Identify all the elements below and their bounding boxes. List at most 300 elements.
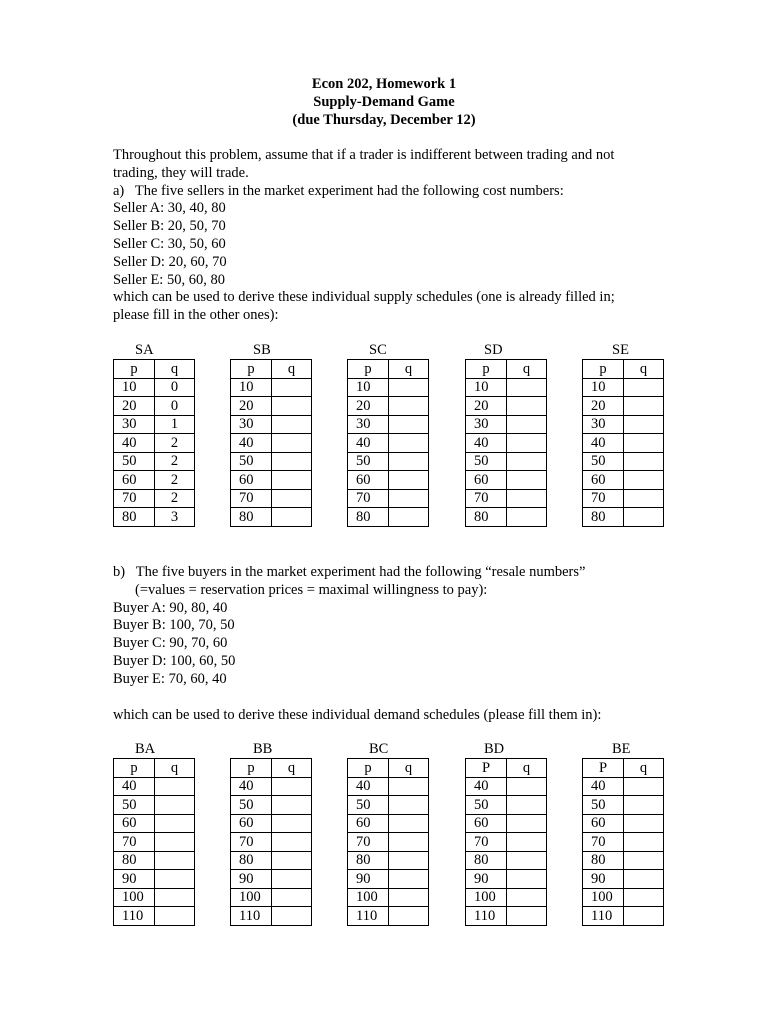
quantity-cell[interactable]	[389, 508, 429, 527]
table-caption: BC	[369, 741, 389, 757]
quantity-cell[interactable]	[389, 397, 429, 416]
quantity-header: q	[155, 759, 195, 778]
table-caption: SE	[612, 342, 629, 358]
quantity-cell[interactable]	[389, 489, 429, 508]
price-cell: 20	[114, 397, 155, 416]
quantity-cell[interactable]	[507, 870, 547, 889]
quantity-cell[interactable]	[272, 814, 312, 833]
quantity-cell[interactable]	[624, 870, 664, 889]
price-cell: 110	[114, 907, 155, 926]
title-line-2: Supply-Demand Game	[313, 94, 455, 110]
price-header: p	[348, 759, 389, 778]
seller-line: Seller B: 20, 50, 70	[113, 218, 226, 235]
price-cell: 40	[583, 777, 624, 796]
quantity-cell[interactable]	[272, 851, 312, 870]
price-cell: 40	[231, 434, 272, 453]
table-row	[466, 434, 547, 453]
table-row	[466, 907, 547, 926]
title-line-1: Econ 202, Homework 1	[311, 76, 457, 92]
quantity-cell: 0	[155, 397, 195, 416]
table-row	[231, 397, 312, 416]
supply-table	[230, 359, 312, 527]
quantity-cell[interactable]	[389, 870, 429, 889]
price-cell: 60	[348, 471, 389, 490]
quantity-cell[interactable]	[389, 888, 429, 907]
quantity-cell[interactable]	[155, 777, 195, 796]
price-cell: 10	[466, 378, 507, 397]
quantity-cell[interactable]	[507, 471, 547, 490]
price-cell: 70	[114, 489, 155, 508]
price-cell: 30	[348, 415, 389, 434]
buyer-line: Buyer E: 70, 60, 40	[113, 670, 227, 687]
quantity-cell[interactable]	[624, 851, 664, 870]
table-caption: SC	[369, 342, 387, 358]
table-row	[583, 378, 664, 397]
supply-table	[347, 359, 429, 527]
quantity-cell[interactable]	[272, 833, 312, 852]
price-header: p	[231, 360, 272, 379]
table-row	[348, 508, 429, 527]
table-row	[114, 378, 195, 397]
quantity-cell[interactable]	[624, 452, 664, 471]
table-row	[114, 471, 195, 490]
quantity-cell[interactable]	[624, 397, 664, 416]
table-row	[348, 888, 429, 907]
table-row	[114, 796, 195, 815]
table-row	[231, 489, 312, 508]
quantity-header: q	[155, 360, 195, 379]
quantity-cell[interactable]	[389, 907, 429, 926]
price-cell: 100	[348, 888, 389, 907]
quantity-cell[interactable]	[389, 814, 429, 833]
price-cell: 90	[466, 870, 507, 889]
table-row	[231, 870, 312, 889]
quantity-cell[interactable]	[272, 777, 312, 796]
table-row	[583, 833, 664, 852]
table-header-row	[114, 360, 195, 379]
price-header: p	[114, 759, 155, 778]
part-a-prompt	[113, 183, 673, 201]
price-cell: 10	[348, 378, 389, 397]
quantity-header: q	[624, 360, 664, 379]
quantity-cell: 2	[155, 434, 195, 453]
price-cell: 60	[583, 814, 624, 833]
price-cell: 60	[114, 471, 155, 490]
table-row	[583, 888, 664, 907]
quantity-header: q	[389, 759, 429, 778]
price-header: p	[114, 360, 155, 379]
table-row	[466, 378, 547, 397]
buyer-line: Buyer A: 90, 80, 40	[113, 599, 228, 616]
quantity-cell[interactable]	[272, 796, 312, 815]
quantity-cell[interactable]	[155, 851, 195, 870]
quantity-cell[interactable]	[624, 489, 664, 508]
price-cell: 70	[466, 489, 507, 508]
price-cell: 60	[583, 471, 624, 490]
price-cell: 20	[583, 397, 624, 416]
quantity-cell: 2	[155, 489, 195, 508]
table-row	[466, 397, 547, 416]
table-row	[348, 796, 429, 815]
part-a-after-1: which can be used to derive these individual supply schedules (one is already filled in;	[113, 289, 615, 306]
supply-table	[465, 359, 547, 527]
seller-line: Seller E: 50, 60, 80	[113, 271, 225, 288]
price-cell: 110	[466, 907, 507, 926]
quantity-cell[interactable]	[272, 434, 312, 453]
price-header: p	[231, 759, 272, 778]
table-row	[231, 434, 312, 453]
quantity-cell: 3	[155, 508, 195, 527]
table-row	[583, 907, 664, 926]
supply-table	[582, 359, 664, 527]
quantity-cell[interactable]	[624, 777, 664, 796]
quantity-cell[interactable]	[272, 870, 312, 889]
table-caption: SB	[253, 342, 271, 358]
table-row	[114, 452, 195, 471]
quantity-header: q	[507, 360, 547, 379]
quantity-header: q	[624, 759, 664, 778]
table-row	[114, 777, 195, 796]
table-row	[466, 452, 547, 471]
quantity-cell[interactable]	[155, 814, 195, 833]
price-cell: 50	[466, 452, 507, 471]
table-header-row	[231, 360, 312, 379]
table-row	[348, 833, 429, 852]
table-row	[348, 452, 429, 471]
quantity-cell: 0	[155, 378, 195, 397]
quantity-cell[interactable]	[155, 870, 195, 889]
price-cell: 50	[583, 452, 624, 471]
quantity-cell: 1	[155, 415, 195, 434]
table-row	[231, 452, 312, 471]
price-cell: 110	[231, 907, 272, 926]
seller-line: Seller C: 30, 50, 60	[113, 235, 226, 252]
price-cell: 50	[231, 796, 272, 815]
price-cell: 10	[583, 378, 624, 397]
price-cell: 40	[348, 777, 389, 796]
price-cell: 100	[231, 888, 272, 907]
table-row	[231, 471, 312, 490]
quantity-cell[interactable]	[507, 777, 547, 796]
price-cell: 50	[114, 796, 155, 815]
price-cell: 70	[466, 833, 507, 852]
table-row	[583, 814, 664, 833]
quantity-header: q	[507, 759, 547, 778]
quantity-header: q	[272, 360, 312, 379]
quantity-cell[interactable]	[624, 833, 664, 852]
quantity-cell[interactable]	[507, 415, 547, 434]
price-cell: 10	[231, 378, 272, 397]
table-row	[114, 888, 195, 907]
quantity-cell[interactable]	[507, 452, 547, 471]
table-row	[114, 814, 195, 833]
table-header-row	[348, 759, 429, 778]
table-row	[466, 814, 547, 833]
table-row	[114, 508, 195, 527]
table-row	[348, 397, 429, 416]
table-row	[114, 415, 195, 434]
price-cell: 80	[348, 508, 389, 527]
table-row	[583, 452, 664, 471]
demand-table	[230, 758, 312, 926]
quantity-cell[interactable]	[389, 434, 429, 453]
part-b-text: The five buyers in the market experiment had the following “resale numbers”	[135, 564, 586, 580]
quantity-cell[interactable]	[389, 833, 429, 852]
table-caption: SD	[484, 342, 503, 358]
table-row	[231, 777, 312, 796]
price-header: P	[583, 759, 624, 778]
demand-table	[465, 758, 547, 926]
intro-line-1: Throughout this problem, assume that if a trader is indifferent between trading and not	[113, 147, 615, 163]
price-cell: 20	[466, 397, 507, 416]
table-header-row	[348, 360, 429, 379]
quantity-cell[interactable]	[272, 415, 312, 434]
table-header-row	[583, 360, 664, 379]
table-row	[583, 508, 664, 527]
quantity-cell[interactable]	[272, 508, 312, 527]
price-cell: 80	[231, 508, 272, 527]
table-row	[583, 415, 664, 434]
price-cell: 80	[114, 851, 155, 870]
price-cell: 70	[348, 489, 389, 508]
price-cell: 80	[114, 508, 155, 527]
part-a-label: a)	[113, 182, 125, 199]
table-row	[348, 415, 429, 434]
table-row	[231, 378, 312, 397]
quantity-cell[interactable]	[507, 888, 547, 907]
price-cell: 70	[348, 833, 389, 852]
price-cell: 40	[114, 434, 155, 453]
quantity-cell[interactable]	[155, 833, 195, 852]
quantity-cell[interactable]	[507, 397, 547, 416]
price-cell: 40	[231, 777, 272, 796]
buyer-line: Buyer C: 90, 70, 60	[113, 635, 228, 652]
price-cell: 30	[114, 415, 155, 434]
table-row	[231, 907, 312, 926]
price-header: p	[348, 360, 389, 379]
quantity-cell[interactable]	[624, 888, 664, 907]
price-cell: 40	[348, 434, 389, 453]
price-cell: 80	[348, 851, 389, 870]
quantity-cell[interactable]	[624, 378, 664, 397]
quantity-cell[interactable]	[507, 814, 547, 833]
table-row	[466, 489, 547, 508]
quantity-cell[interactable]	[507, 378, 547, 397]
title-line-3: (due Thursday, December 12)	[292, 112, 476, 128]
demand-table	[113, 758, 195, 926]
price-cell: 60	[466, 814, 507, 833]
table-row	[466, 851, 547, 870]
price-cell: 70	[583, 833, 624, 852]
price-cell: 100	[583, 888, 624, 907]
price-cell: 30	[466, 415, 507, 434]
quantity-cell[interactable]	[272, 378, 312, 397]
table-caption: SA	[135, 342, 154, 358]
quantity-cell[interactable]	[389, 452, 429, 471]
table-row	[583, 489, 664, 508]
quantity-cell[interactable]	[624, 907, 664, 926]
table-caption: BD	[484, 741, 505, 757]
part-a-after-2: please fill in the other ones):	[113, 307, 279, 324]
table-row	[114, 397, 195, 416]
quantity-cell[interactable]	[389, 851, 429, 870]
price-cell: 40	[466, 777, 507, 796]
table-row	[583, 434, 664, 453]
quantity-cell[interactable]	[155, 796, 195, 815]
price-cell: 60	[231, 471, 272, 490]
table-row	[348, 489, 429, 508]
table-row	[114, 833, 195, 852]
price-cell: 50	[231, 452, 272, 471]
table-row	[231, 796, 312, 815]
price-cell: 30	[583, 415, 624, 434]
quantity-cell[interactable]	[389, 796, 429, 815]
table-row	[466, 888, 547, 907]
table-row	[466, 508, 547, 527]
document-title	[0, 75, 768, 129]
price-cell: 20	[231, 397, 272, 416]
quantity-cell[interactable]	[272, 489, 312, 508]
price-header: p	[466, 360, 507, 379]
table-row	[348, 907, 429, 926]
quantity-cell: 2	[155, 452, 195, 471]
table-row	[583, 796, 664, 815]
quantity-cell[interactable]	[507, 434, 547, 453]
price-cell: 70	[114, 833, 155, 852]
part-b-label: b)	[113, 564, 126, 580]
price-cell: 70	[231, 489, 272, 508]
table-row	[348, 851, 429, 870]
quantity-cell[interactable]	[389, 471, 429, 490]
table-header-row	[114, 759, 195, 778]
price-cell: 80	[583, 508, 624, 527]
buyer-line: Buyer B: 100, 70, 50	[113, 617, 235, 634]
table-row	[348, 378, 429, 397]
table-row	[466, 796, 547, 815]
quantity-cell[interactable]	[272, 907, 312, 926]
table-row	[231, 888, 312, 907]
table-row	[466, 415, 547, 434]
table-row	[348, 471, 429, 490]
seller-line: Seller D: 20, 60, 70	[113, 253, 227, 270]
table-caption: BA	[135, 741, 156, 757]
table-row	[583, 777, 664, 796]
price-header: P	[466, 759, 507, 778]
quantity-cell[interactable]	[272, 397, 312, 416]
price-cell: 10	[114, 378, 155, 397]
table-caption: BE	[612, 741, 631, 757]
quantity-cell[interactable]	[624, 508, 664, 527]
quantity-cell[interactable]	[155, 888, 195, 907]
table-row	[231, 833, 312, 852]
price-cell: 60	[114, 814, 155, 833]
quantity-cell[interactable]	[272, 888, 312, 907]
demand-table	[347, 758, 429, 926]
table-caption: BB	[253, 741, 273, 757]
price-cell: 40	[114, 777, 155, 796]
table-header-row	[583, 759, 664, 778]
part-a-text: The five sellers in the market experiment had the following cost numbers:	[134, 182, 564, 199]
price-cell: 40	[466, 434, 507, 453]
price-cell: 70	[583, 489, 624, 508]
table-row	[583, 870, 664, 889]
table-row	[348, 434, 429, 453]
price-cell: 30	[231, 415, 272, 434]
quantity-cell[interactable]	[389, 415, 429, 434]
quantity-cell[interactable]	[624, 471, 664, 490]
quantity-cell[interactable]	[272, 452, 312, 471]
price-cell: 20	[348, 397, 389, 416]
price-cell: 90	[583, 870, 624, 889]
price-cell: 80	[466, 508, 507, 527]
demand-table	[582, 758, 664, 926]
part-b-prompt	[113, 564, 673, 582]
quantity-cell[interactable]	[507, 489, 547, 508]
quantity-cell[interactable]	[272, 471, 312, 490]
quantity-cell[interactable]	[624, 415, 664, 434]
table-row	[114, 434, 195, 453]
price-cell: 70	[231, 833, 272, 852]
table-row	[231, 814, 312, 833]
price-cell: 80	[583, 851, 624, 870]
table-row	[466, 471, 547, 490]
quantity-cell[interactable]	[507, 796, 547, 815]
price-cell: 110	[348, 907, 389, 926]
quantity-cell[interactable]	[624, 796, 664, 815]
table-row	[466, 777, 547, 796]
price-cell: 80	[231, 851, 272, 870]
price-cell: 100	[466, 888, 507, 907]
table-row	[466, 870, 547, 889]
quantity-cell[interactable]	[507, 833, 547, 852]
table-row	[583, 851, 664, 870]
price-cell: 90	[231, 870, 272, 889]
price-cell: 90	[114, 870, 155, 889]
seller-line: Seller A: 30, 40, 80	[113, 200, 226, 217]
table-row	[231, 851, 312, 870]
table-header-row	[466, 360, 547, 379]
table-row	[348, 777, 429, 796]
table-header-row	[231, 759, 312, 778]
quantity-cell[interactable]	[389, 378, 429, 397]
quantity-cell[interactable]	[507, 907, 547, 926]
intro-line-2: trading, they will trade.	[113, 164, 249, 181]
quantity-cell[interactable]	[624, 814, 664, 833]
table-row	[114, 907, 195, 926]
part-b-after: which can be used to derive these individual demand schedules (please fill them in):	[113, 707, 602, 723]
table-header-row	[466, 759, 547, 778]
quantity-cell[interactable]	[507, 508, 547, 527]
price-cell: 40	[583, 434, 624, 453]
table-row	[231, 415, 312, 434]
table-row	[583, 471, 664, 490]
table-row	[348, 870, 429, 889]
price-cell: 80	[466, 851, 507, 870]
part-b-text-2: (=values = reservation prices = maximal willingness to pay):	[135, 581, 488, 598]
table-row	[114, 851, 195, 870]
buyer-line: Buyer D: 100, 60, 50	[113, 652, 236, 669]
quantity-header: q	[389, 360, 429, 379]
table-row	[348, 814, 429, 833]
price-cell: 110	[583, 907, 624, 926]
table-row	[231, 508, 312, 527]
quantity-cell[interactable]	[507, 851, 547, 870]
quantity-cell[interactable]	[624, 434, 664, 453]
quantity-cell[interactable]	[155, 907, 195, 926]
quantity-cell[interactable]	[389, 777, 429, 796]
part-b-section	[113, 564, 673, 689]
table-row	[583, 397, 664, 416]
